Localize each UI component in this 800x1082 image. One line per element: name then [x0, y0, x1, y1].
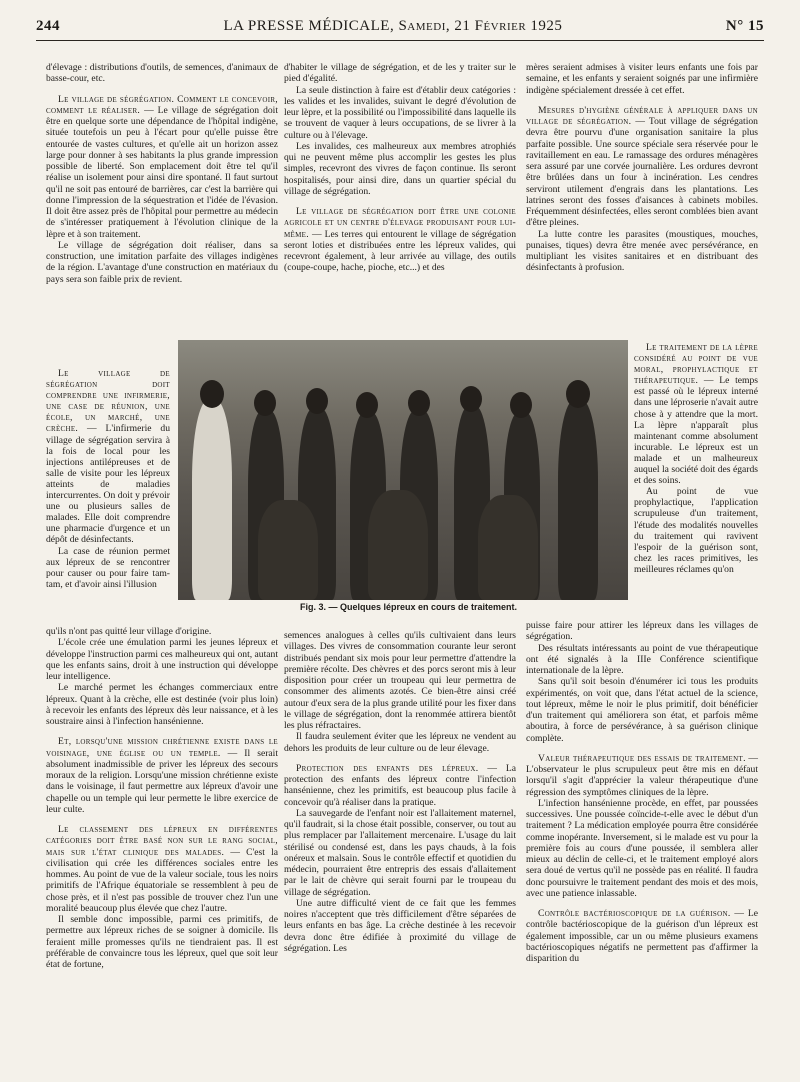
paragraph: [46, 368, 170, 546]
section-heading: Protection des enfants des lépreux.: [296, 762, 479, 774]
figure-person-seated: [258, 500, 318, 600]
section-heading: Contrôle bactérioscopique de la guérison.: [538, 908, 731, 919]
paragraph: [526, 753, 758, 798]
column-3-narrow: [634, 342, 758, 575]
column-1-top: [46, 62, 278, 285]
issue-number: N° 15: [725, 18, 764, 34]
paragraph: Il faudra seulement éviter que les lépreux ne vendent au dehors les produits de leur culture ou de leur élevage.: [284, 731, 516, 754]
paragraph-text: — C'est la civilisation qui crée les différences sociales entre les hommes. Au point de vue de la valeur sociale, tous les noirs primitifs de l'Afrique équatoriale se ressemblent à peu de chose près, et il n'est pas possible de trouver chez l'un une moralité beaucoup plus élevée que chez l'autre.: [46, 846, 278, 914]
column-3-bottom: [526, 620, 758, 964]
paragraph: d'élevage : distributions d'outils, de semences, d'animaux de basse-cour, etc.: [46, 62, 278, 85]
paragraph: La seule distinction à faire est d'établir deux catégories : les valides et les invalides, suivant le degré d'évolution de leur lèpre, et la possibilité ou l'impossibilité dans laquelle ils se trouvent de vaquer à leurs occupations, de se livrer à la culture ou à l'élevage.: [284, 84, 516, 141]
paragraph-text: — Les terres qui entourent le village de ségrégation seront loties et distribuées entre les lépreux valides, qui recevront également, à leur arrivée au village, des outils (coupe-coupe, hache, pioche, etc...) et des: [284, 228, 516, 274]
paragraph-text: — Le village de ségrégation doit être en quelque sorte une dépendance de l'hôpital indigène, située toutefois un peu à l'écart pour qu'elle puisse être entourée de vastes cultures, et qu'elle ait un horizon assez large pour donner à ses habitants la plus grande impression possible de liberté. Son emplacement doit être tel qu'il réalise un isolement pour ainsi dire spontané. Il faut surtout qu'il ne soit pas entouré de barrières, car c'est la barrière qui donne l'impression de la séquestration et l'idée de l'évasion. Il doit être assez près de l'hôpital pour permettre au médecin de s'intéresser pratiquement à l'évolution clinique de la lèpre et à son traitement.: [46, 104, 278, 240]
section-heading: Le village de ségrégation doit comprendre une infirmerie, une case de réunion, une école, un marché, une crèche.: [46, 368, 170, 435]
figure-person: [192, 400, 232, 600]
figure-person: [558, 400, 598, 600]
paragraph: La sauvegarde de l'enfant noir est l'allaitement maternel, qu'il faudrait, si la chose était possible, conserver, ou tout au plus remplacer par l'allaitement mercenaire. L'usage du lait stérilisé ou condensé est, dans les pays chauds, à la fois onéreux et malsain. Sous le contrôle effectif et quotidien du médecin, pourraient être entrepris des essais d'allaitement par le lait de chèvre qui serait fourni par le troupeau du village de ségrégation.: [284, 807, 516, 898]
paragraph: [46, 736, 278, 815]
figure-person-head: [254, 390, 276, 416]
paragraph-text: — Le contrôle bactérioscopique de la guérison d'un lépreux est également impossible, car un ou même plusieurs examens bactérioscopiques négatifs ne permettent pas d'affirmer la disparition du: [526, 908, 758, 964]
section-heading: Et, lorsqu'une mission chrétienne existe dans le voisinage, une église ou un temple.: [46, 736, 278, 759]
paragraph: [46, 94, 278, 240]
figure-person-head: [566, 380, 590, 408]
paragraph-text: — Tout village de ségrégation devra être pourvu d'une organisation sanitaire la plus parfaite possible. Une source spéciale sera réservée pour le ravitaillement en eau. Le ramassage des ordures ménagères sera assuré par une corvée journalière. Les ordures devront être brûlées dans un four à incinération. Les cendres serviront utilement d'engrais dans les plantations. Les latrines seront des fosses d'aisances à cabinets mobiles. Fréquemment désinfectées, elles seront comblées bien avant d'être pleines.: [526, 116, 758, 229]
column-1-narrow: [46, 368, 170, 590]
paragraph: [526, 908, 758, 964]
paragraph: [526, 105, 758, 229]
paragraph: Une autre difficulté vient de ce fait que les femmes noires n'acceptent que très difficilement d'être séparées de leurs enfants en bas âge. La crèche destinée à les recevoir devra donc être édifiée à proximité du village de ségrégation. Les: [284, 897, 516, 954]
paragraph: La case de réunion permet aux lépreux de se rencontrer pour causer ou pour faire tam-tam, et d'avoir ainsi l'illusion: [46, 545, 170, 590]
paragraph: Sans qu'il soit besoin d'énumérer ici tous les produits expérimentés, on voit que, dans l'état actuel de la science, tout lépreux, même le noir le plus primitif, doit bénéficier d'un traitement qui améliorera son état, et parfois même aboutira, à force de persévérance, à sa guérison clinique complète.: [526, 676, 758, 744]
paragraph-text: — Le temps est passé où le lépreux interné dans une léproserie n'avait autre chose à y attendre que la mort. La lèpre n'apparaît plus maintenant comme absolument incurable. Le lépreux est un malade et un malheureux auquel la société doit des égards et des soins.: [634, 375, 758, 487]
column-2-bottom: [284, 630, 516, 954]
figure-person-head: [200, 380, 224, 408]
paragraph-text: — La protection des enfants des lépreux contre l'infection hansénienne, chez les primitifs, est beaucoup plus facile à concevoir qu'à réaliser dans la pratique.: [284, 762, 516, 808]
paragraph: d'habiter le village de ségrégation, et de les y traiter sur le pied d'égalité.: [284, 62, 516, 85]
paragraph: Le marché permet les échanges commerciaux entre lépreux. Quant à la crèche, elle est destinée (voir plus loin) à recevoir les enfants des lépreux dès leur naissance, et à les soustraire ainsi à l'infection hansénienne.: [46, 682, 278, 727]
paragraph: Il semble donc impossible, parmi ces primitifs, de permettre aux lépreux riches de se soigner à domicile. Ils feraient mille promesses qu'ils ne tiendraient pas. Il est préférable de convaincre tous les lépreux, quel que soit leur état de fortune,: [46, 914, 278, 970]
paragraph-text: — L'infirmerie du village de ségrégation servira à la fois de local pour les injections antilépreuses et de salle de visite pour les lépreux atteints de maladies intercurrentes. On doit y prévoir une ou plusieurs salles de malades. Elle doit comprendre une pharmacie d'urgence et un dépôt de désinfectants.: [46, 423, 170, 546]
paragraph: puisse faire pour attirer les lépreux dans les villages de ségrégation.: [526, 620, 758, 643]
paragraph: Les invalides, ces malheureux aux membres atrophiés qui ne peuvent même plus accomplir les gestes les plus simples, recevront des vivres de façon continue. Ils seront hospitalisés, pour ainsi dire, dans un quartier spécial du village de ségrégation.: [284, 140, 516, 197]
paragraph: [46, 824, 278, 914]
figure-photograph: [178, 340, 628, 600]
column-3-top: [526, 62, 758, 274]
paragraph: Le village de ségrégation doit réaliser, dans sa construction, une imitation parfaite des villages indigènes de la région. L'avantage d'une construction en matériaux du pays sera son faible prix de revient.: [46, 239, 278, 285]
paragraph-text: — Il serait absolument inadmissible de priver les lépreux des secours moraux de la religion. Lorsqu'une mission chrétienne existe dans le voisinage, il faut permettre aux lépreux d'avoir une chapelle ou un temple qui leur permette le libre exercice de leur culte.: [46, 747, 278, 815]
paragraph: La lutte contre les parasites (moustiques, mouches, punaises, tiques) devra être menée avec persévérance, en multipliant les visites sanitaires et en distribuant des désinfectants à profusion.: [526, 228, 758, 274]
figure-person-head: [510, 392, 532, 418]
paragraph: [634, 342, 758, 486]
section-heading: Le village de ségrégation doit être une colonie agricole et un centre d'élevage produisant pour lui-même.: [284, 206, 516, 240]
figure-person-seated: [368, 490, 428, 600]
paragraph: [284, 206, 516, 274]
paragraph-text: — L'observateur le plus scrupuleux peut être mis en défaut lorsqu'il s'agit d'apprécier la valeur thérapeutique d'une régression des symptômes cliniques de la lèpre.: [526, 752, 759, 798]
paragraph: Des résultats intéressants au point de vue thérapeutique ont été signalés à la IIIe Conférence scientifique internationale de la lèpre.: [526, 642, 758, 676]
section-heading: Valeur thérapeutique des essais de traitement.: [538, 752, 746, 764]
figure-person-head: [306, 388, 328, 414]
page-number: 244: [36, 18, 60, 34]
figure-person-seated: [478, 495, 538, 600]
paragraph: mères seraient admises à visiter leurs enfants une fois par semaine, et les enfants y seraient soignés par une infirmière indigène spécialement dressée à cet effet.: [526, 62, 758, 96]
column-2-top: [284, 62, 516, 274]
paragraph: L'école crée une émulation parmi les jeunes lépreux et développe l'instruction parmi ces malheureux qui ont, autant que les enfants sains, droit à une instruction qui développe leur intelligence.: [46, 637, 278, 682]
paragraph: L'infection hansénienne procède, en effet, par poussées successives. Une poussée coïncide-t-elle avec le début d'un traitement ? La médication employée pourra être considérée comme inopérante. Inversement, si le malade est vu pour la première fois au cours d'une poussée, il semblera aller mieux au déclin de celle-ci, et le traitement employé alors sera doué de vertus qu'il ne possède pas en réalité. Il faudra donc poursuivre le traitement pendant des mois et des mois, avec une patience inlassable.: [526, 797, 758, 899]
paragraph: Au point de vue prophylactique, l'application scrupuleuse d'un traitement, l'étude des modalités nouvelles du traitement qui ravivent l'espoir de la guérison sont, chez les races primitives, les meilleures réclames qu'on: [634, 486, 758, 575]
section-heading: Le traitement de la lèpre considéré au point de vue moral, prophylactique et thérapeutique.: [634, 342, 758, 387]
paragraph: qu'ils n'ont pas quitté leur village d'origine.: [46, 626, 212, 637]
figure-person-head: [356, 392, 378, 418]
paragraph: [284, 763, 516, 808]
section-heading: Le classement des lépreux en différentes catégories doit être basé non sur le rang social, mais sur l'état clinique des malades.: [46, 824, 278, 858]
figure-person-head: [408, 390, 430, 416]
column-1-bottom: [46, 626, 278, 970]
section-heading: Mesures d'hygiène générale à appliquer dans un village de ségrégation.: [526, 104, 758, 127]
section-heading: Le village de ségrégation. Comment le concevoir, comment le réaliser.: [46, 93, 278, 116]
figure-person-head: [460, 386, 482, 412]
figure-caption: Fig. 3. — Quelques lépreux en cours de traitement.: [300, 602, 518, 612]
paragraph: semences analogues à celles qu'ils cultivaient dans leurs villages. Des vivres de consommation courante leur seront distribués pendant six mois pour leur permettre d'attendre la première récolte. Des chèvres et des porcs seront mis à leur disposition pour créer un troupeau qui leur permettra de consommer des aliments azotés. Ce bien-être ainsi créé autour d'eux sera de la plus grande utilité pour les fixer dans le village de ségrégation, dont la renommée attirera bientôt les plus réfractaires.: [284, 630, 516, 731]
page-header: [36, 18, 764, 41]
journal-title: LA PRESSE MÉDICALE, Samedi, 21 Février 1925: [223, 18, 563, 34]
